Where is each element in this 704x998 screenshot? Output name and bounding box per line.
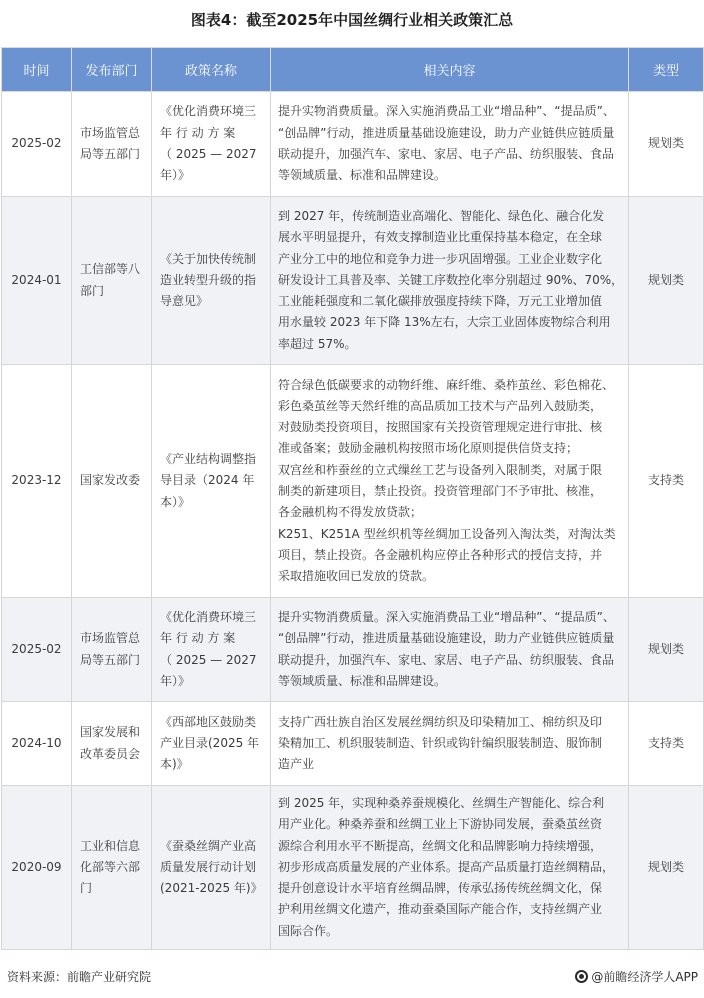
table-row <box>2 786 704 950</box>
table-header-row <box>2 48 704 92</box>
cell-line: 年）》 <box>160 673 191 688</box>
header-content: 相关内容 <box>271 48 629 92</box>
cell-line: 产业目录(2025 年 <box>160 735 260 750</box>
cell-line: 造业转型升级的指 <box>160 272 257 287</box>
cell-dept <box>72 365 152 598</box>
cell-line: 局等五部门 <box>80 147 141 161</box>
cell-line: 《西部地区鼓励类 <box>160 714 257 729</box>
cell-line: 国际合作。 <box>278 923 339 938</box>
cell-line: 项目，禁止投资。各金融机构应停止各种形式的授信支持，并 <box>278 547 603 562</box>
cell-content <box>271 598 629 702</box>
cell-time: 2025-02 <box>2 598 72 702</box>
cell-line: 提升实物消费质量。深入实施消费品工业“增品种”、“提品质”、 <box>278 104 615 119</box>
cell-line: （ 2025 — 2027 <box>160 147 257 161</box>
cell-line: 《蚕桑丝绸产业高 <box>160 838 257 853</box>
cell-content <box>271 92 629 197</box>
table-row <box>2 197 704 365</box>
cell-content <box>271 197 629 365</box>
cell-line: 国家发改委 <box>80 473 141 488</box>
cell-line: 彩色桑茧丝等天然纤维的高品质加工技术与产品列入鼓励类， <box>278 398 603 413</box>
cell-policy-name <box>152 197 271 365</box>
header-time: 时间 <box>2 48 72 92</box>
cell-line: 初步形成高质量发展的产业体系。提高产品质量打造丝绸精品， <box>278 859 615 874</box>
cell-line: “创品牌”行动，推进质量基础设施建设，助力产业链供应链质量 <box>278 631 615 646</box>
cell-dept <box>72 786 152 950</box>
cell-type: 规划类 <box>629 92 704 197</box>
cell-line: 产业分工中的地位和竞争力进一步巩固增强。工业企业数字化 <box>278 251 603 266</box>
cell-line: 等领域质量、标准和品牌建设。 <box>278 168 447 183</box>
cell-type: 支持类 <box>629 702 704 786</box>
qianzhan-logo-icon <box>575 970 588 983</box>
table-row <box>2 365 704 598</box>
cell-line: 《关于加快传统制 <box>160 251 257 266</box>
cell-content <box>271 786 629 950</box>
cell-line: 年 行 动 方 案 <box>160 125 236 140</box>
cell-policy-name <box>152 365 271 598</box>
cell-line: 提升创意设计水平培育丝绸品牌，传承弘扬传统丝绸文化，保 <box>278 881 603 896</box>
source-note: 资料来源：前瞻产业研究院 <box>7 970 152 984</box>
cell-time: 2025-02 <box>2 92 72 197</box>
cell-line: 局等五部门 <box>80 652 141 667</box>
cell-line: 《优化消费环境三 <box>160 104 257 119</box>
cell-line: 制类的新建项目，禁止投资。投资管理部门不予审批、核准， <box>278 484 603 498</box>
cell-line: 质量发展行动计划 <box>160 859 257 874</box>
brand-label: @前瞻经济学人APP <box>591 970 698 984</box>
cell-time: 2020-09 <box>2 786 72 950</box>
cell-policy-name <box>152 92 271 197</box>
cell-line: 准或备案；鼓励金融机构按照市场化原则提供信贷支持； <box>278 441 579 456</box>
cell-line: 源综合利用水平不断提高，丝绸文化和品牌影响力持续增强， <box>278 838 603 853</box>
cell-type: 支持类 <box>629 365 704 598</box>
cell-line: 用产业化。种桑养蚕和丝绸工业上下游协同发展，蚕桑茧丝资 <box>278 817 603 832</box>
cell-line: 采取措施收回已发放的贷款。 <box>278 569 435 584</box>
cell-line: 本）》 <box>160 494 191 509</box>
cell-line: 研发设计工具普及率、关键工序数控化率分别超过 90%、70%， <box>278 272 624 287</box>
brand-credit <box>575 968 698 985</box>
cell-dept <box>72 92 152 197</box>
cell-line: 《产业结构调整指 <box>160 452 257 467</box>
cell-line: 双宫丝和柞蚕丝的立式缫丝工艺与设备列入限制类，对属于限 <box>278 462 603 477</box>
cell-content <box>271 702 629 786</box>
cell-line: 《优化消费环境三 <box>160 609 257 624</box>
cell-line: 部门 <box>80 283 105 298</box>
cell-line: 护利用丝绸文化遗产，推动蚕桑国际产能合作，支持丝绸产业 <box>278 902 603 917</box>
cell-type: 规划类 <box>629 197 704 365</box>
cell-line: 到 2025 年，实现种桑养蚕规模化、丝绸生产智能化、综合利 <box>278 795 605 810</box>
cell-time: 2024-01 <box>2 197 72 365</box>
page-title: 图表4：截至2025年中国丝绸行业相关政策汇总 <box>190 11 514 29</box>
cell-line: 工信部等八 <box>80 262 141 277</box>
cell-line: 符合绿色低碳要求的动物纤维、麻纤维、桑柞茧丝、彩色棉花、 <box>278 377 615 392</box>
cell-line: （ 2025 — 2027 <box>160 652 257 667</box>
cell-line: 到 2027 年，传统制造业高端化、智能化、绿色化、融合化发 <box>278 208 605 223</box>
cell-line: 本)》 <box>160 757 189 772</box>
cell-line: 用水量较 2023 年下降 13%左右，大宗工业固体废物综合利用 <box>278 315 611 330</box>
cell-dept <box>72 197 152 365</box>
cell-line: 展水平明显提升，有效支撑制造业比重保持基本稳定，在全球 <box>278 230 603 245</box>
cell-line: 提升实物消费质量。深入实施消费品工业“增品种”、“提品质”、 <box>278 609 615 624</box>
cell-line: 对鼓励类投资项目，按照国家有关投资管理规定进行审批、核 <box>278 420 603 435</box>
cell-line: 国家发展和 <box>80 725 141 740</box>
cell-line: 化部等六部 <box>80 859 141 874</box>
cell-line: (2021-2025 年)》 <box>160 881 263 896</box>
cell-policy-name <box>152 702 271 786</box>
cell-time: 2023-12 <box>2 365 72 598</box>
cell-line: 导意见》 <box>160 294 209 309</box>
cell-line: 年 行 动 方 案 <box>160 631 236 646</box>
cell-type: 规划类 <box>629 786 704 950</box>
cell-line: “创品牌”行动，推进质量基础设施建设，助力产业链供应链质量 <box>278 125 615 140</box>
cell-line: 工业和信息 <box>80 838 141 853</box>
header-name: 政策名称 <box>152 48 271 92</box>
cell-line: 导目录（2024 年 <box>160 473 255 488</box>
table-row <box>2 702 704 786</box>
cell-line: 市场监管总 <box>80 631 141 646</box>
cell-line: 年）》 <box>160 168 191 183</box>
table-row <box>2 598 704 702</box>
cell-policy-name <box>152 598 271 702</box>
cell-line: 市场监管总 <box>80 125 141 140</box>
cell-line: 支持广西壮族自治区发展丝绸纺织及印染精加工、棉纺织及印 <box>278 714 603 729</box>
policy-table <box>1 47 704 950</box>
cell-line: 等领域质量、标准和品牌建设。 <box>278 673 447 688</box>
cell-policy-name <box>152 786 271 950</box>
table-row <box>2 92 704 197</box>
cell-line: 染精加工、机织服装制造、针织或钩针编织服装制造、服饰制 <box>278 735 603 750</box>
cell-line: 率超过 57%。 <box>278 336 357 351</box>
cell-line: K251、K251A 型丝织机等丝绸加工设备列入淘汰类，对淘汰类 <box>278 526 616 541</box>
header-type: 类型 <box>629 48 704 92</box>
cell-content <box>271 365 629 598</box>
header-dept: 发布部门 <box>72 48 152 92</box>
footer <box>0 964 704 990</box>
cell-line: 各金融机构不得发放贷款； <box>278 505 423 520</box>
cell-time: 2024-10 <box>2 702 72 786</box>
cell-line: 联动提升，加强汽车、家电、家居、电子产品、纺织服装、食品 <box>278 652 615 667</box>
cell-dept <box>72 702 152 786</box>
cell-dept <box>72 598 152 702</box>
cell-line: 改革委员会 <box>80 746 141 761</box>
cell-type: 规划类 <box>629 598 704 702</box>
cell-line: 门 <box>80 881 93 896</box>
cell-line: 造产业 <box>278 757 315 772</box>
cell-line: 工业能耗强度和二氧化碳排放强度持续下降，万元工业增加值 <box>278 294 603 309</box>
cell-line: 联动提升，加强汽车、家电、家居、电子产品、纺织服装、食品 <box>278 147 615 161</box>
